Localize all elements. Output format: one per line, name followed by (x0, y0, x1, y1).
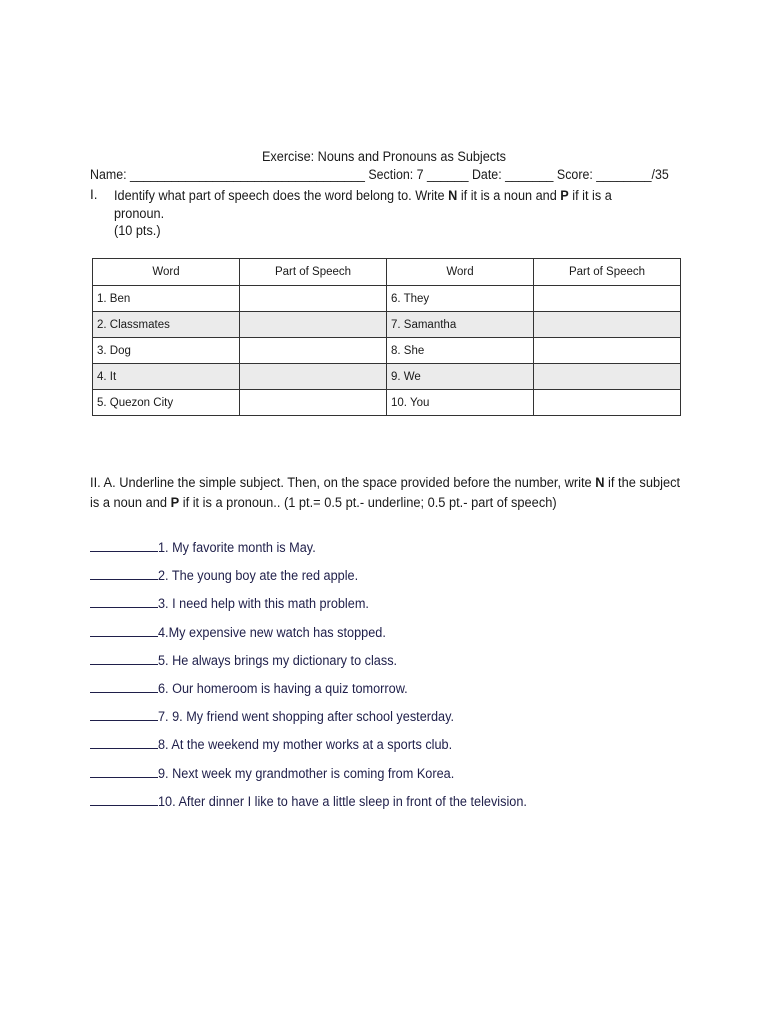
word-cell: 5. Quezon City (93, 390, 240, 416)
answer-cell[interactable] (240, 286, 387, 312)
part1-text (114, 187, 659, 240)
answer-blank[interactable] (90, 734, 158, 749)
part2-text-a: II. A. Underline the simple subject. Then, on the space provided before the number, write (90, 475, 596, 490)
part1-p-letter: P (560, 188, 569, 203)
part1-points: (10 pts.) (114, 223, 161, 238)
part1-numeral: I. (90, 187, 98, 202)
list-item (90, 622, 690, 650)
word-cell: 9. We (387, 364, 534, 390)
part2-text-c: if it is a pronoun.. (1 pt.= 0.5 pt.- underline; 0.5 pt.- part of speech) (179, 494, 557, 510)
sentence-text: 4.My expensive new watch has stopped. (158, 624, 386, 640)
sentence-text: 5. He always brings my dictionary to class. (158, 652, 398, 668)
table-header-row (93, 259, 681, 286)
word-cell: 8. She (387, 338, 534, 364)
part1-text-c: if it is a pronoun. (114, 188, 612, 221)
word-cell: 7. Samantha (387, 312, 534, 338)
answer-blank[interactable] (90, 593, 158, 608)
header-word-2: Word (387, 259, 534, 286)
answer-blank[interactable] (90, 537, 158, 552)
header-info-line (90, 167, 669, 182)
sentence-text: 2. The young boy ate the red apple. (158, 568, 359, 584)
part2-n-letter: N (595, 475, 605, 490)
table-row (93, 338, 681, 364)
header-pos-1: Part of Speech (240, 259, 387, 286)
list-item (90, 791, 690, 819)
part1-n-letter: N (448, 188, 458, 203)
word-cell: 4. It (93, 364, 240, 390)
answer-cell[interactable] (534, 338, 681, 364)
answer-cell[interactable] (534, 286, 681, 312)
section-field[interactable]: Section: 7 ______ (368, 167, 469, 182)
date-field[interactable]: Date: _______ (471, 167, 554, 182)
answer-blank[interactable] (90, 791, 158, 806)
part2-p-letter: P (170, 494, 180, 510)
score-field: Score: ________/35 (556, 167, 669, 182)
part2-instructions (90, 473, 690, 512)
answer-cell[interactable] (534, 364, 681, 390)
answer-cell[interactable] (240, 364, 387, 390)
answer-cell[interactable] (240, 312, 387, 338)
part2-text-b: if the subject is a noun and (90, 475, 681, 510)
part1-text-b: if it is a noun and (457, 188, 561, 203)
answer-blank[interactable] (90, 622, 158, 637)
answer-cell[interactable] (240, 390, 387, 416)
table-row (93, 286, 681, 312)
sentence-text: 9. Next week my grandmother is coming from Korea. (158, 765, 455, 781)
sentence-text: 1. My favorite month is May. (158, 540, 316, 555)
word-cell: 3. Dog (93, 338, 240, 364)
sentence-text: 6. Our homeroom is having a quiz tomorrow. (158, 680, 408, 696)
list-item (90, 763, 690, 791)
worksheet-title: Exercise: Nouns and Pronouns as Subjects (261, 149, 507, 164)
word-cell: 10. You (387, 390, 534, 416)
table-row (93, 312, 681, 338)
answer-blank[interactable] (90, 565, 158, 580)
answer-blank[interactable] (90, 763, 158, 778)
sentence-text: 8. At the weekend my mother works at a sports club. (158, 737, 453, 753)
name-field[interactable]: Name: __________________________________ (90, 167, 365, 182)
list-item (90, 734, 690, 762)
word-cell: 2. Classmates (93, 312, 240, 338)
sentence-text: 3. I need help with this math problem. (158, 596, 369, 612)
list-item (90, 593, 690, 621)
list-item (90, 565, 690, 593)
answer-blank[interactable] (90, 678, 158, 693)
part1-text-a: Identify what part of speech does the word belong to. Write (114, 188, 449, 203)
list-item (90, 706, 690, 734)
table-row (93, 364, 681, 390)
answer-cell[interactable] (534, 390, 681, 416)
list-item (90, 537, 690, 565)
word-cell: 6. They (387, 286, 534, 312)
table-row (93, 390, 681, 416)
list-item (90, 650, 690, 678)
sentence-text: 10. After dinner I like to have a little sleep in front of the television. (158, 793, 527, 809)
sentence-text: 7. 9. My friend went shopping after school yesterday. (158, 709, 455, 725)
answer-blank[interactable] (90, 706, 158, 721)
header-pos-2: Part of Speech (534, 259, 681, 286)
answer-cell[interactable] (240, 338, 387, 364)
word-cell: 1. Ben (93, 286, 240, 312)
header-word-1: Word (93, 259, 240, 286)
list-item (90, 678, 690, 706)
answer-blank[interactable] (90, 650, 158, 665)
part-of-speech-table (92, 258, 681, 416)
answer-cell[interactable] (534, 312, 681, 338)
sentence-list (90, 537, 690, 819)
